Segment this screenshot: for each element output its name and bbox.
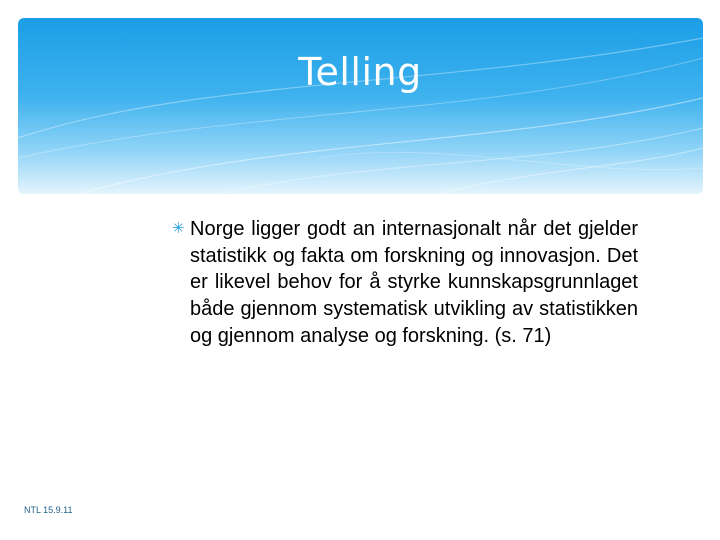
asterisk-bullet-icon: ✳ — [172, 220, 185, 237]
slide-content — [172, 216, 638, 350]
banner-wave-decoration — [18, 18, 703, 194]
title-banner — [18, 18, 703, 194]
bullet-item — [172, 216, 638, 350]
bullet-text: Norge ligger godt an internasjonalt når det gjelder statistikk og fakta om forskning og innovasjon. Det er likevel behov for å styrke kunnskapsgrunnlaget både gjennom systematisk utvikling av statistikken og gjennom analyse og forskning. (s. 71) — [190, 218, 638, 347]
slide-footer: NTL 15.9.11 — [24, 505, 73, 515]
slide-title: Telling — [298, 50, 422, 94]
